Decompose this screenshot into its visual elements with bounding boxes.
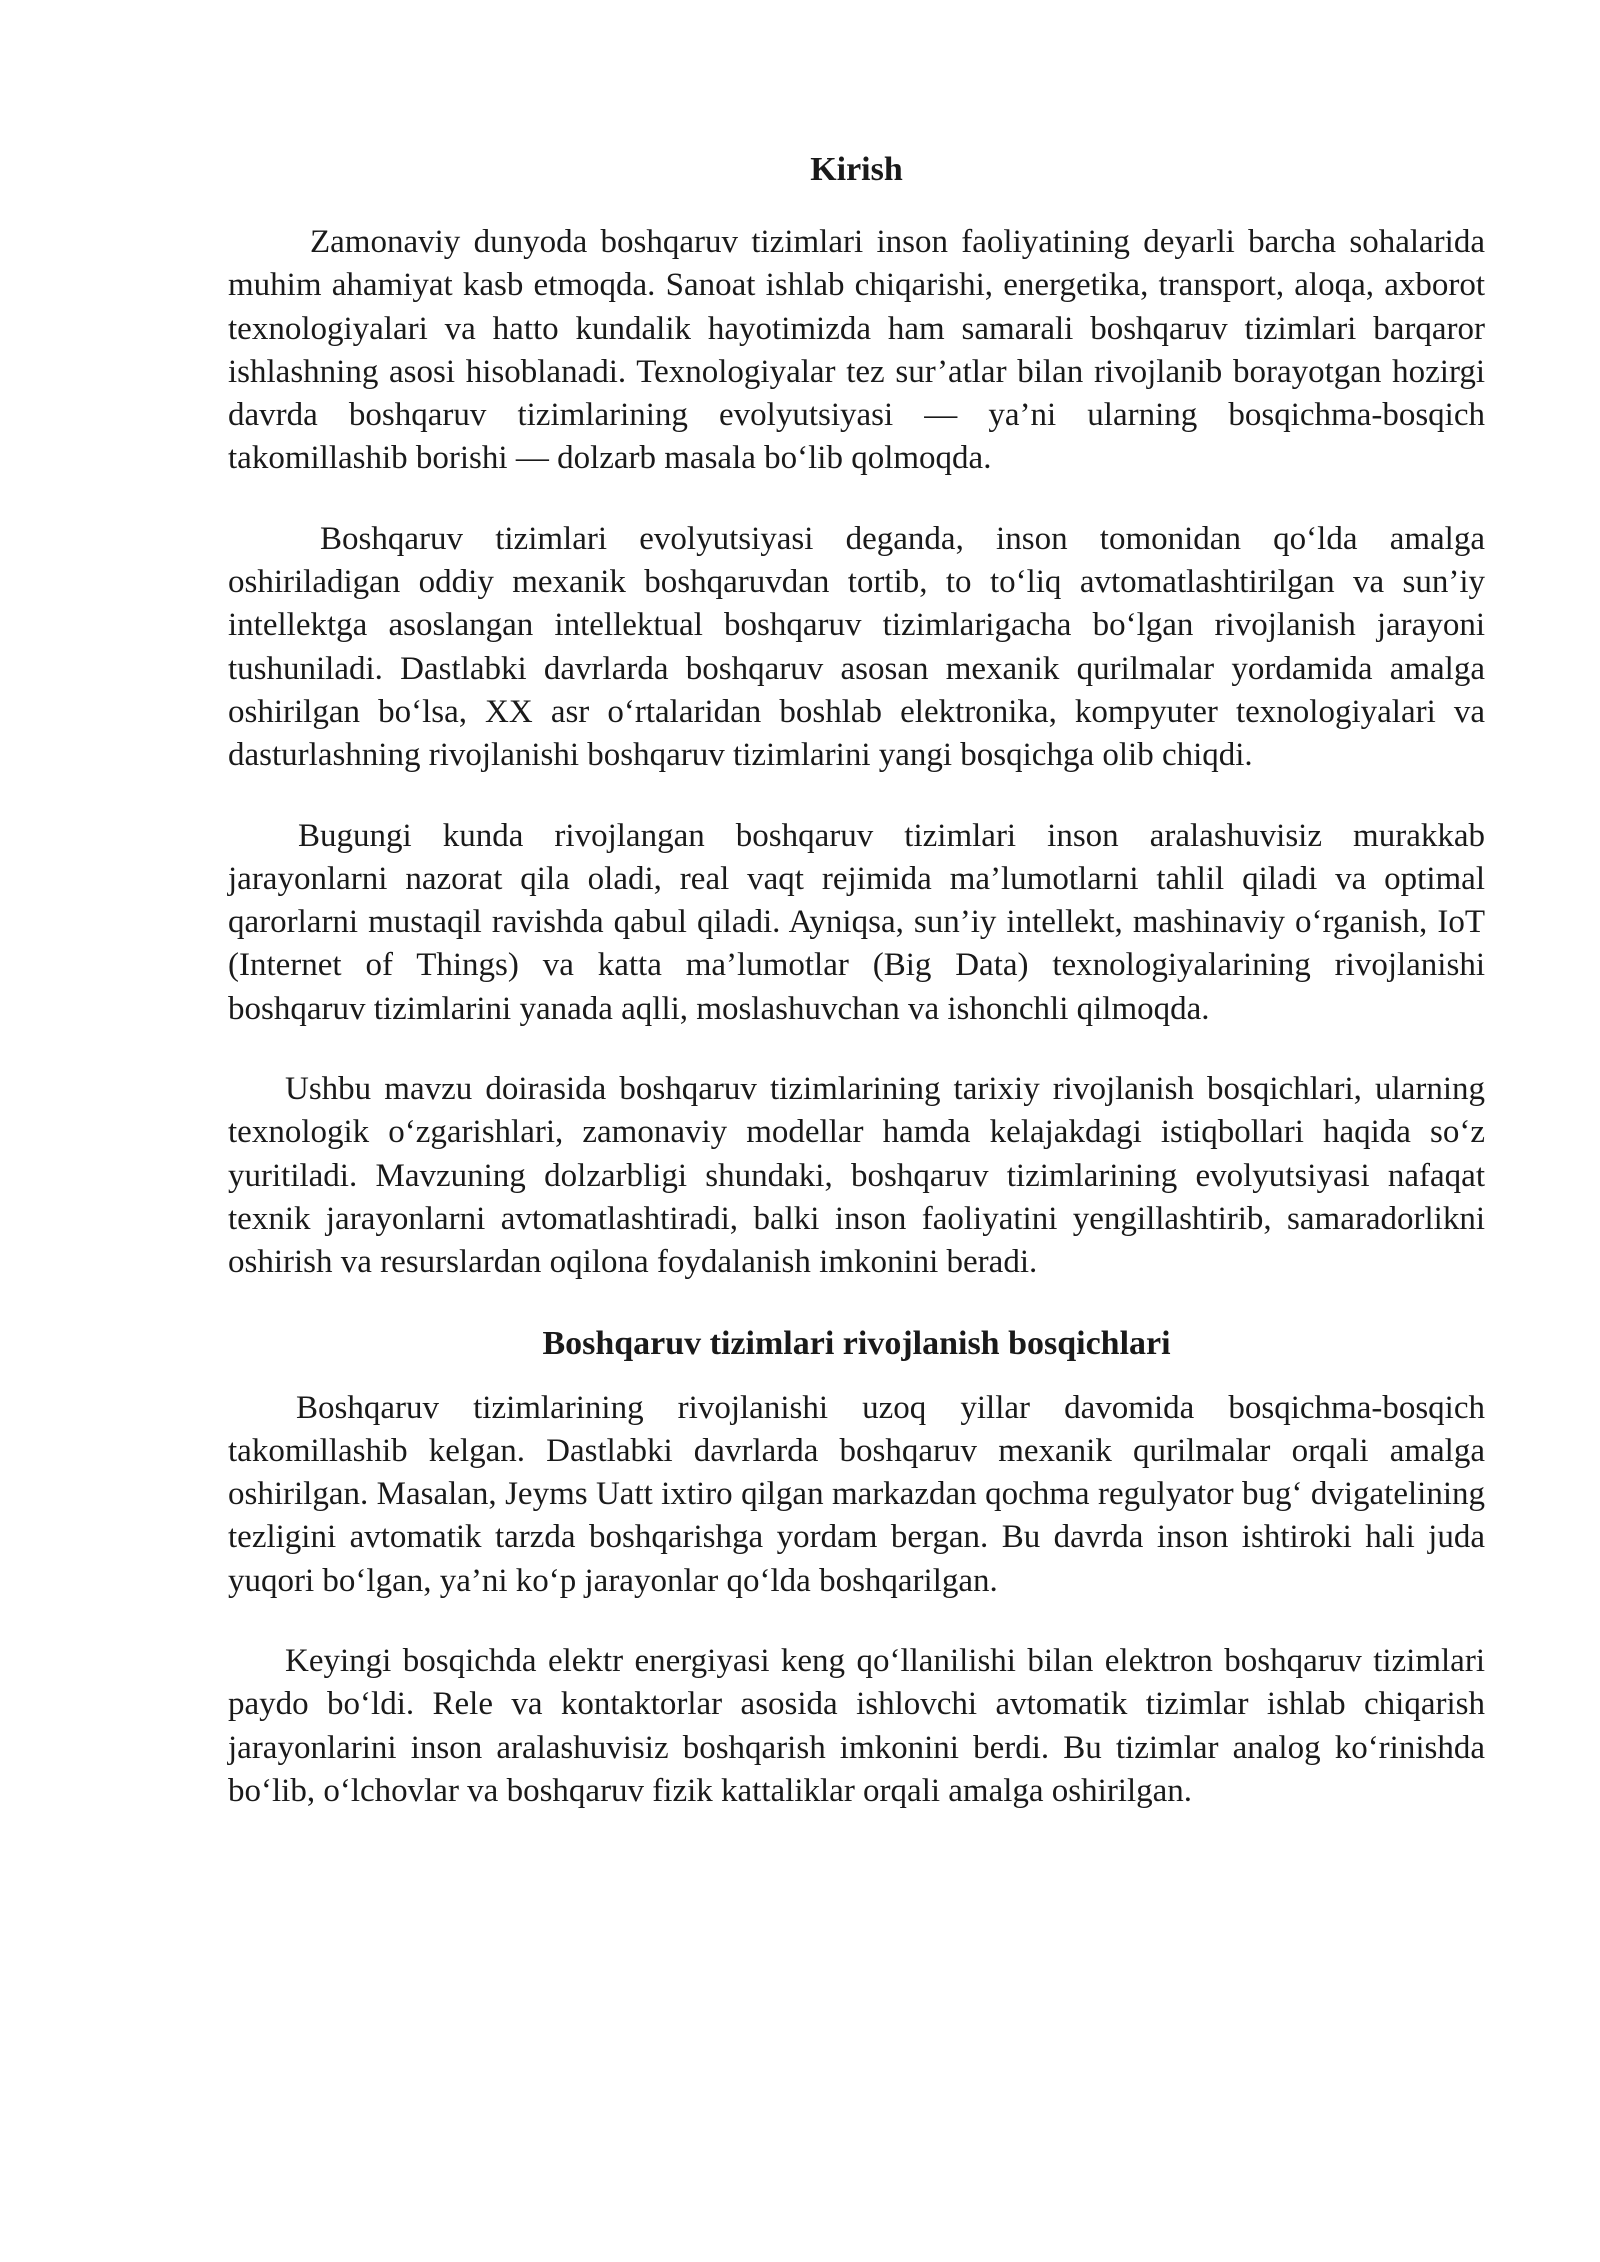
paragraph: Keyingi bosqichda elektr energiyasi keng qo‘llanilishi bilan elektron boshqaruv tizimlari paydo bo‘ldi. Rele va kontaktorlar asosida ishlovchi avtomatik tizimlar ishlab chiqarish jarayonlarini inson aralashuvisiz boshqarish imkonini berdi. Bu tizimlar analog ko‘rinishda bo‘lib, o‘lchovlar va boshqaruv fizik kattaliklar orqali amalga oshirilgan. bbox=[228, 1643, 1485, 1809]
page-title: Kirish bbox=[810, 151, 903, 188]
paragraph: Boshqaruv tizimlarining rivojlanishi uzoq yillar davomida bosqichma-bosqich takomillashib kelgan. Dastlabki davrlarda boshqaruv mexanik qurilmalar orqali amalga oshirilgan. Masalan, Jeyms Uatt ixtiro qilgan markazdan qochma regulyator bug‘ dvigatelining tezligini avtomatik tarzda boshqarishga yordam bergan. Bu davrda inson ishtiroki hali juda yuqori bo‘lgan, ya’ni ko‘p jarayonlar qo‘lda boshqarilgan. bbox=[228, 1389, 1485, 1599]
document-page bbox=[228, 148, 1485, 1850]
paragraph: Bugungi kunda rivojlangan boshqaruv tizimlari inson aralashuvisiz murakkab jarayonlarni nazorat qila oladi, real vaqt rejimida ma’lumotlarni tahlil qiladi va optimal qarorlarni mustaqil ravishda qabul qiladi. Ayniqsa, sun’iy intellekt, mashinaviy o‘rganish, IoT (Internet of Things) va katta ma’lumotlar (Big Data) texnologiyalarining rivojlanishi boshqaruv tizimlarini yanada aqlli, moslashuvchan va ishonchli qilmoqda. bbox=[228, 817, 1485, 1027]
paragraph: Ushbu mavzu doirasida boshqaruv tizimlarining tarixiy rivojlanish bosqichlari, ularning texnologik o‘zgarishlari, zamonaviy modellar hamda kelajakdagi istiqbollari haqida so‘z yuritiladi. Mavzuning dolzarbligi shundaki, boshqaruv tizimlarining evolyutsiyasi nafaqat texnik jarayonlarni avtomatlashtiradi, balki inson faoliyatini yengillashtirib, samaradorlikni oshirish va resurslardan oqilona foydalanish imkonini beradi. bbox=[228, 1071, 1485, 1281]
paragraph: Boshqaruv tizimlari evolyutsiyasi deganda, inson tomonidan qo‘lda amalga oshiriladigan oddiy mexanik boshqaruvdan tortib, to to‘liq avtomatlashtirilgan va sun’iy intellektga asoslangan intellektual boshqaruv tizimlarigacha bo‘lgan rivojlanish jarayoni tushuniladi. Dastlabki davrlarda boshqaruv asosan mexanik qurilmalar yordamida amalga oshirilgan bo‘lsa, XX asr o‘rtalaridan boshlab elektronika, kompyuter texnologiyalari va dasturlashning rivojlanishi boshqaruv tizimlarini yangi bosqichga olib chiqdi. bbox=[228, 520, 1485, 774]
section-heading: Boshqaruv tizimlari rivojlanish bosqichlari bbox=[542, 1324, 1171, 1362]
paragraph: Zamonaviy dunyoda boshqaruv tizimlari inson faoliyatining deyarli barcha sohalarida muhim ahamiyat kasb etmoqda. Sanoat ishlab chiqarishi, energetika, transport, aloqa, axborot texnologiyalari va hatto kundalik hayotimizda ham samarali boshqaruv tizimlari barqaror ishlashning asosi hisoblanadi. Texnologiyalar tez sur’atlar bilan rivojlanib borayotgan hozirgi davrda boshqaruv tizimlarining evolyutsiyasi — ya’ni ularning bosqichma-bosqich takomillashib borishi — dolzarb masala bo‘lib qolmoqda. bbox=[228, 224, 1485, 477]
